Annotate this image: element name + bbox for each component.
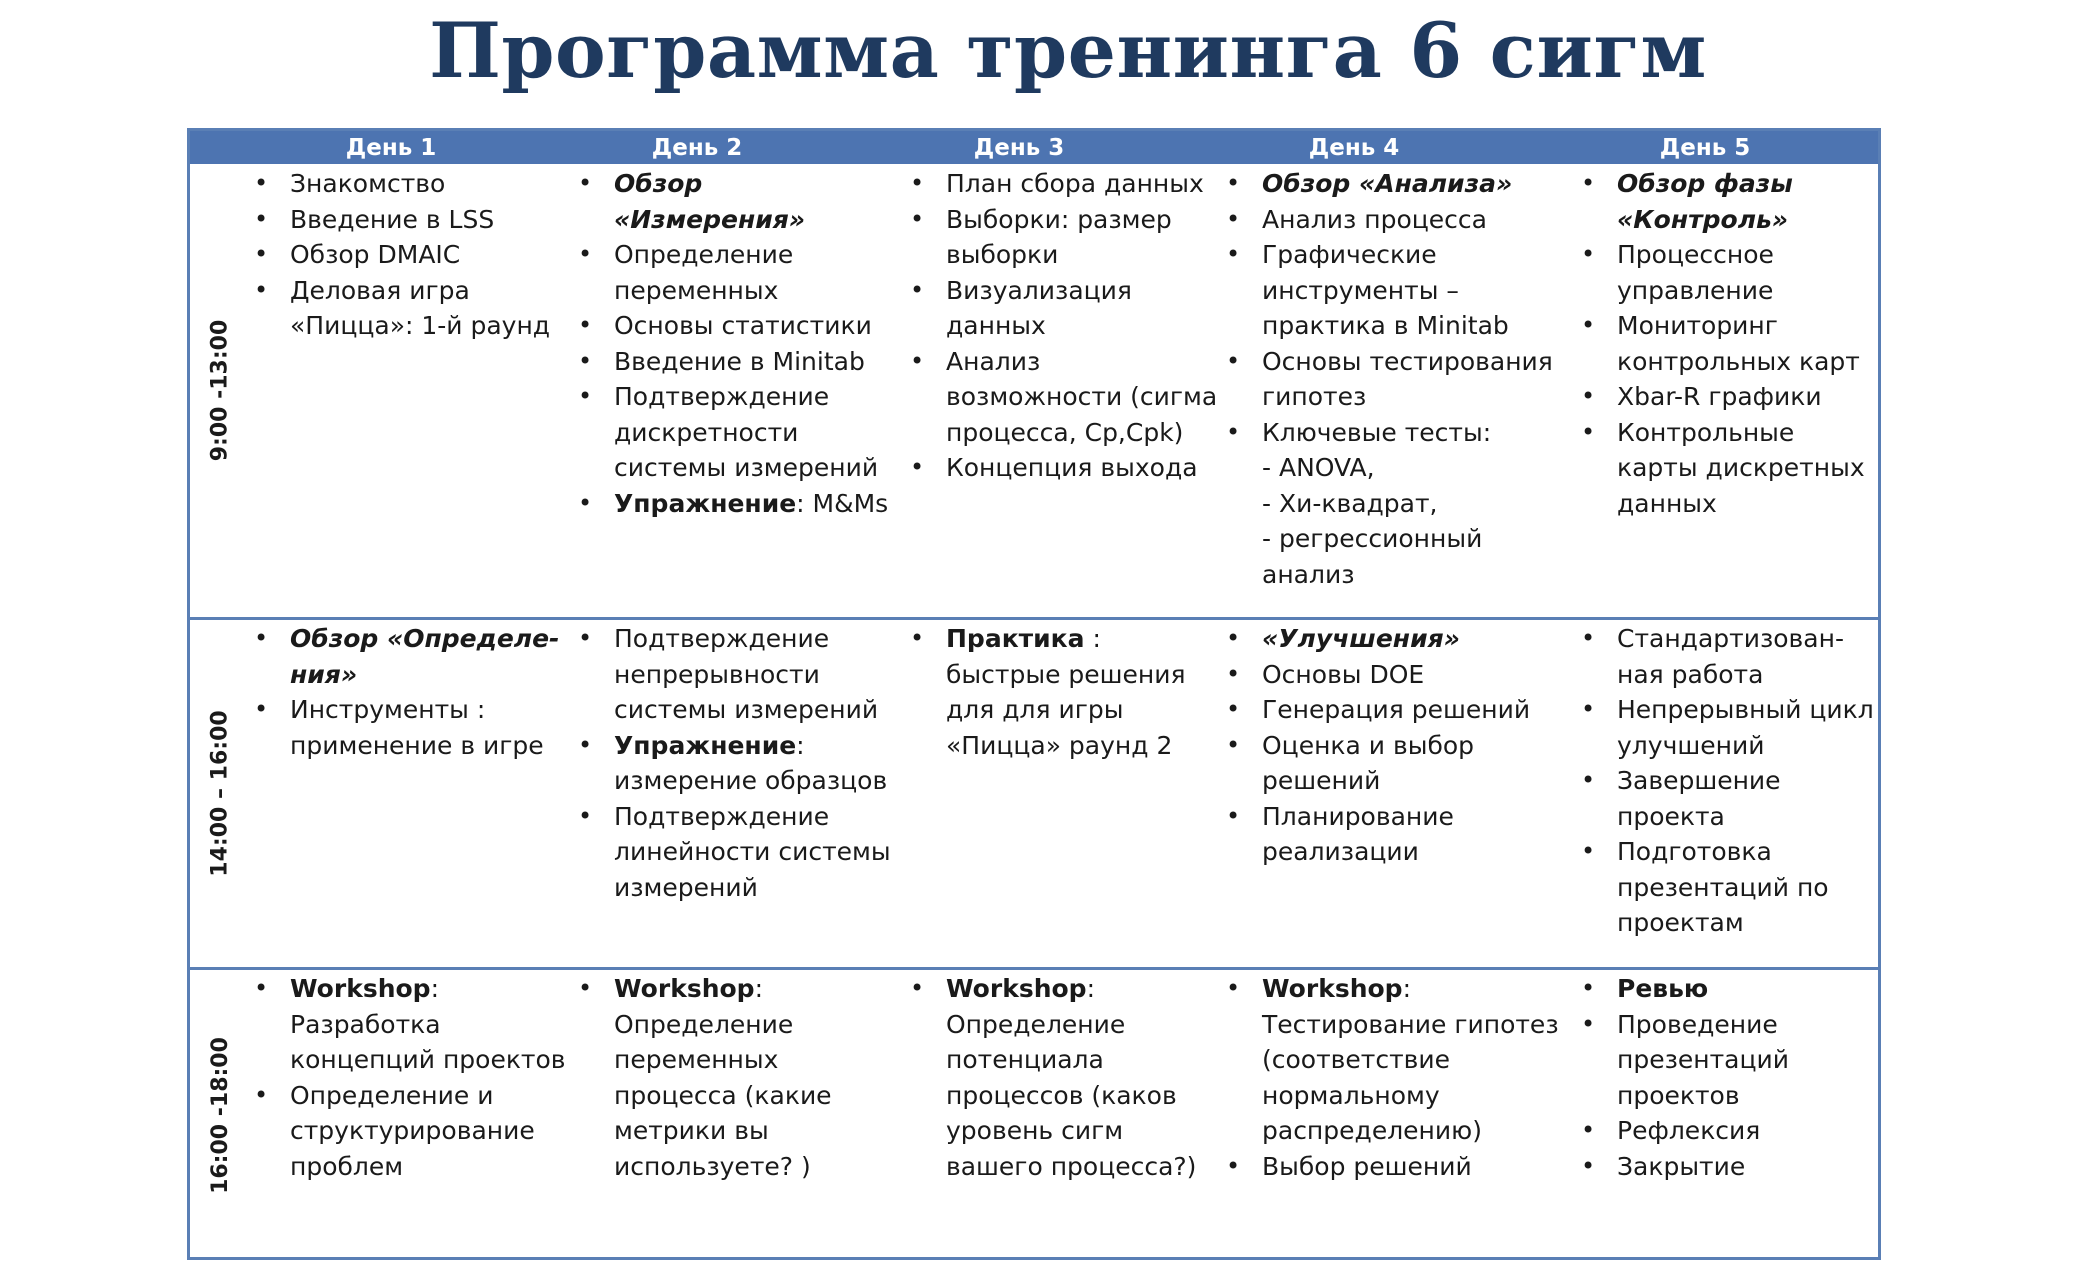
topic-item [1579, 1113, 1879, 1149]
topic-item [1224, 1149, 1574, 1185]
topic-item [1579, 308, 1879, 379]
topic-item [1224, 621, 1574, 657]
topic-text: Проведение презентаций проектов [1617, 1009, 1790, 1110]
schedule-cell [1579, 621, 1879, 941]
topic-text: : быстрые решения для для игры «Пицца» раунд 2 [946, 624, 1186, 760]
topic-item [1579, 692, 1879, 763]
topic-text: Анализ процесса [1262, 204, 1487, 234]
topic-item [1224, 415, 1574, 451]
topic-text: Визуализация данных [946, 275, 1132, 340]
topic-item [1224, 344, 1574, 415]
schedule-cell [252, 621, 570, 763]
schedule-cell [1224, 971, 1574, 1184]
topic-text: : Определение переменных процесса (какие метрики вы используете? ) [614, 974, 832, 1181]
topic-item [252, 971, 570, 1078]
page-title: Программа тренинга 6 сигм [429, 6, 1707, 95]
topic-text: Концепция выхода [946, 453, 1198, 482]
topic-item [1224, 521, 1574, 592]
topic-text: План сбора данных [946, 169, 1204, 198]
topic-text: Workshop [1262, 974, 1403, 1003]
topic-item [1579, 166, 1879, 237]
topic-item [252, 621, 570, 692]
topic-list [576, 971, 901, 1184]
topic-item [908, 166, 1218, 202]
topic-item [576, 971, 901, 1184]
topic-list [252, 621, 570, 763]
topic-item [252, 166, 570, 202]
topic-list [908, 621, 1218, 763]
topic-item [1579, 834, 1879, 941]
topic-item [1579, 621, 1879, 692]
topic-text: Подтверждение линейности системы измерений [614, 801, 891, 902]
topic-text: Workshop [946, 974, 1087, 1003]
topic-text: Основы тестирования гипотез [1262, 346, 1553, 411]
topic-text: - ANOVA, [1262, 453, 1375, 482]
topic-item [1224, 692, 1574, 728]
topic-text: «Улучшения» [1262, 624, 1460, 653]
topic-list [1224, 971, 1574, 1184]
topic-item [576, 799, 901, 906]
topic-list [252, 971, 570, 1184]
topic-text: Инструменты : применение в игре [290, 695, 544, 760]
topic-item [1224, 971, 1574, 1149]
topic-text: Обзор «Определе-ния» [290, 624, 560, 689]
topic-item [1579, 1149, 1879, 1185]
topic-text: - регрессионный анализ [1262, 524, 1483, 589]
topic-list [1579, 621, 1879, 941]
topic-list [576, 621, 901, 905]
topic-text: Обзор фазы «Контроль» [1617, 169, 1793, 234]
schedule-cell [1224, 166, 1574, 592]
topic-text: Контрольные карты дискретных данных [1617, 417, 1865, 518]
topic-item [908, 971, 1218, 1184]
topic-item [252, 237, 570, 273]
schedule-cell [908, 166, 1218, 486]
time-slot-morning [190, 164, 250, 617]
day-5-header: День 5 [1659, 135, 1751, 161]
topic-item [576, 621, 901, 728]
topic-text: : Разработка концепций проектов [290, 974, 566, 1074]
day-3-header: День 3 [973, 135, 1065, 161]
topic-item [1579, 763, 1879, 834]
topic-text: Закрытие [1617, 1151, 1746, 1181]
topic-text: Workshop [614, 974, 755, 1003]
topic-text: Подготовка презентаций по проектам [1617, 837, 1829, 937]
topic-item [908, 273, 1218, 344]
topic-item [576, 166, 901, 237]
topic-list [1579, 166, 1879, 521]
topic-text: Основы DOE [1262, 659, 1425, 689]
schedule-cell [576, 971, 901, 1184]
topic-item [252, 1078, 570, 1185]
topic-text: Определение и структурирование проблем [290, 1080, 535, 1181]
topic-text: - Хи-квадрат, [1262, 488, 1438, 518]
topic-text: Введение в LSS [290, 204, 495, 234]
topic-list [576, 166, 901, 521]
topic-text: Мониторинг контрольных карт [1617, 311, 1860, 376]
topic-text: Генерация решений [1262, 695, 1531, 724]
topic-text: : измерение образцов [614, 730, 888, 795]
topic-text: Стандартизован-ная работа [1617, 624, 1844, 689]
time-label: 14:00 – 16:00 [207, 710, 233, 877]
topic-list [1579, 971, 1879, 1184]
time-label: 16:00 -18:00 [207, 1036, 233, 1194]
topic-text: Определение переменных [614, 240, 794, 305]
topic-item [1224, 728, 1574, 799]
topic-text: Введение в Minitab [614, 346, 865, 376]
topic-item [1579, 971, 1879, 1007]
topic-item [1224, 166, 1574, 202]
topic-text: Практика [946, 624, 1085, 653]
topic-text: Рефлексия [1617, 1116, 1761, 1145]
topic-item [252, 202, 570, 238]
topic-list [1224, 621, 1574, 870]
topic-text: Обзор «Анализа» [1262, 169, 1513, 198]
topic-text: Знакомство [290, 169, 446, 198]
topic-item [576, 728, 901, 799]
topic-text: Подтверждение дискретности системы измерений [614, 382, 879, 482]
day-2-header: День 2 [651, 135, 743, 161]
topic-item [1224, 657, 1574, 693]
topic-item [908, 450, 1218, 486]
topic-text: Выборки: размер выборки [946, 204, 1172, 269]
topic-text: Завершение проекта [1617, 766, 1781, 831]
topic-text: Упражнение [614, 488, 797, 518]
topic-item [1224, 486, 1574, 522]
topic-item [576, 237, 901, 308]
day-4-header: День 4 [1308, 135, 1400, 161]
topic-text: Планирование реализации [1262, 801, 1454, 866]
row-divider [190, 967, 1878, 970]
schedule-cell [1579, 166, 1879, 521]
topic-text: Ключевые тесты: [1262, 417, 1492, 447]
topic-item [1224, 799, 1574, 870]
topic-item [1579, 415, 1879, 522]
topic-item [1579, 237, 1879, 308]
topic-text: Workshop [290, 974, 431, 1003]
schedule-cell [252, 166, 570, 344]
topic-item [252, 273, 570, 344]
topic-item [908, 202, 1218, 273]
day-1-header: День 1 [345, 135, 437, 161]
schedule-cell [1579, 971, 1879, 1184]
topic-text: Оценка и выбор решений [1262, 730, 1475, 795]
topic-text: Обзор DMAIC [290, 240, 461, 269]
topic-item [908, 344, 1218, 451]
schedule-cell [908, 621, 1218, 763]
schedule-cell [908, 971, 1218, 1184]
table-header [190, 131, 1878, 164]
topic-item [576, 308, 901, 344]
topic-item [908, 621, 1218, 763]
topic-list [908, 166, 1218, 486]
schedule-cell [1224, 621, 1574, 870]
schedule-cell [252, 971, 570, 1184]
topic-list [252, 166, 570, 344]
row-divider [190, 617, 1878, 620]
time-slot-afternoon [190, 620, 250, 967]
time-label: 9:00 -13:00 [207, 319, 233, 462]
topic-item [1224, 202, 1574, 238]
topic-text: Графические инструменты – практика в Minitab [1262, 240, 1509, 340]
topic-item [576, 379, 901, 486]
topic-list [908, 971, 1218, 1184]
topic-item [1579, 1007, 1879, 1114]
topic-text: Непрерывный цикл улучшений [1617, 695, 1874, 760]
topic-text: Процессное управление [1617, 240, 1774, 305]
topic-list [1224, 166, 1574, 592]
topic-item [252, 692, 570, 763]
topic-text: Упражнение [614, 730, 797, 760]
topic-text: Подтверждение непрерывности системы измерений [614, 624, 879, 724]
time-slot-evening [190, 970, 250, 1260]
topic-text: Выбор решений [1262, 1151, 1472, 1181]
topic-text: Ревью [1617, 974, 1709, 1003]
topic-text: Xbar-R графики [1617, 382, 1822, 411]
topic-text: : Тестирование гипотез (соответствие нормальному распределению) [1262, 974, 1559, 1145]
topic-item [1224, 450, 1574, 486]
topic-item [1224, 237, 1574, 344]
topic-text: Основы статистики [614, 311, 872, 340]
schedule-table [187, 128, 1881, 1260]
schedule-cell [576, 166, 901, 521]
topic-text: Анализ возможности (сигма процесса, Cp,Cpk) [946, 346, 1218, 447]
topic-item [1579, 379, 1879, 415]
topic-text: Обзор «Измерения» [614, 169, 806, 234]
topic-text: Деловая игра «Пицца»: 1-й раунд [290, 275, 551, 340]
topic-text: : Определение потенциала процессов (каков уровень сигм вашего процесса?) [946, 974, 1197, 1181]
topic-text: : M&Ms [796, 488, 889, 518]
schedule-cell [576, 621, 901, 905]
topic-item [576, 486, 901, 522]
topic-item [576, 344, 901, 380]
